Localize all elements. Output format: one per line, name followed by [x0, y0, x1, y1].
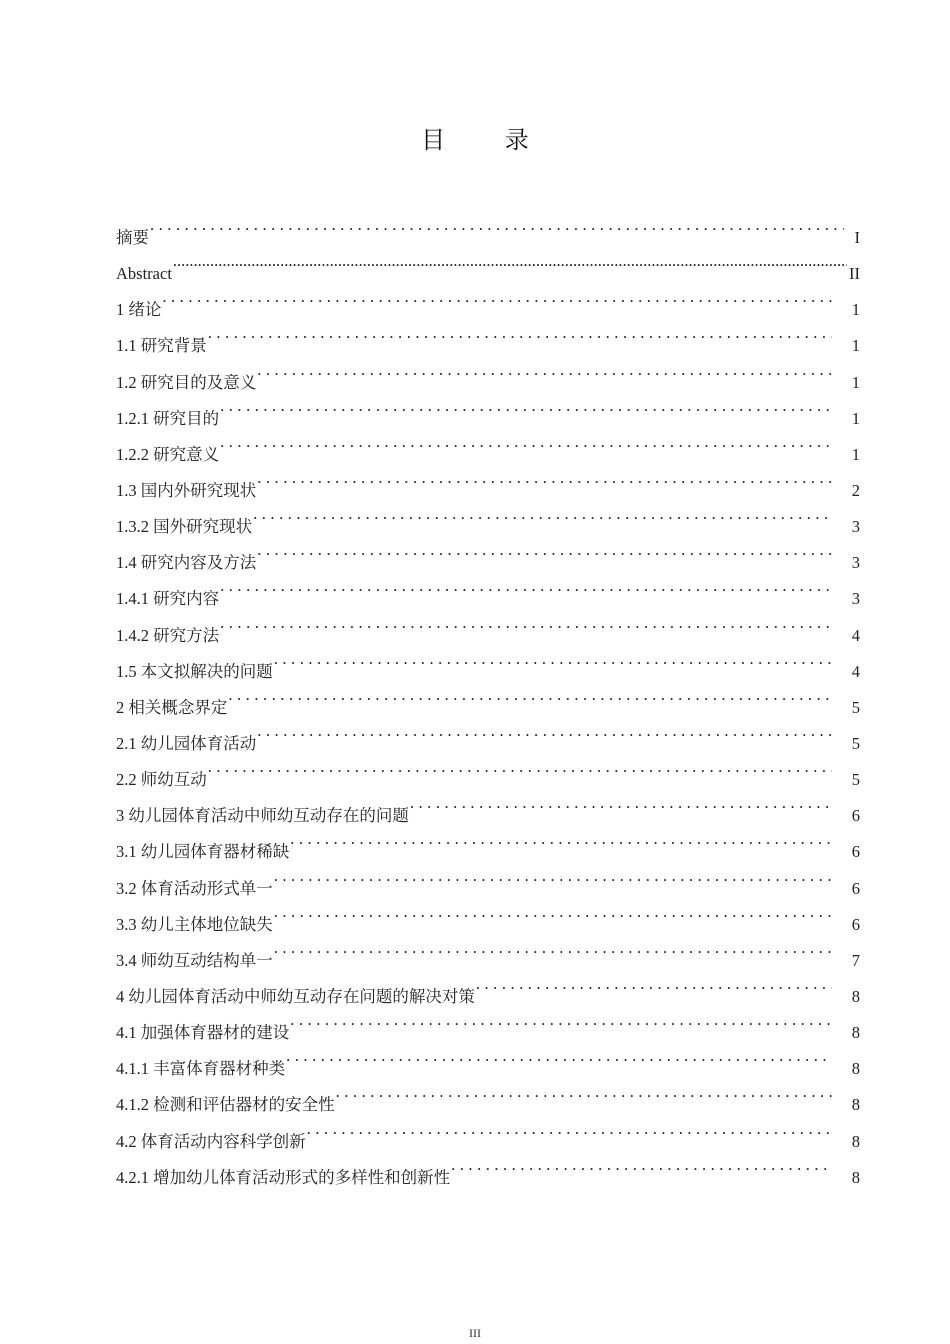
toc-entry-title: 4.2.1 增加幼儿体育活动形式的多样性和创新性 [116, 1167, 451, 1187]
toc-entry-page: 5 [851, 733, 860, 753]
toc-leader-dots [220, 388, 832, 424]
toc-entry-title: 3.2 体育活动形式单一 [116, 878, 273, 898]
table-of-contents [116, 207, 860, 1187]
toc-entry-title: 4.1.1 丰富体育器材种类 [116, 1059, 286, 1079]
toc-entry-page: 1 [851, 336, 860, 356]
toc-entry-page: II [849, 264, 860, 284]
toc-entry-title: 1.4.2 研究方法 [116, 625, 220, 645]
toc-entry[interactable] [116, 279, 860, 320]
toc-entry-title: 1.2.1 研究目的 [116, 408, 220, 428]
page-title: 目 录 [421, 126, 555, 154]
toc-leader-dots [410, 785, 832, 821]
toc-leader-dots [307, 1111, 832, 1147]
toc-leader-dots [228, 677, 832, 713]
toc-entry-page: 6 [851, 842, 860, 862]
toc-entry-page: I [854, 228, 860, 247]
toc-entry[interactable] [116, 641, 860, 681]
toc-leader-dots [208, 315, 832, 351]
toc-entry-title: 4.1 加强体育器材的建设 [116, 1023, 290, 1043]
toc-entry-title: 3.4 师幼互动结构单一 [116, 950, 273, 970]
toc-entry-title: 3.3 幼儿主体地位缺失 [116, 914, 273, 934]
toc-entry-title: 2.1 幼儿园体育活动 [116, 733, 257, 753]
toc-leader-dots [290, 821, 832, 857]
toc-entry-title: 1.3 国内外研究现状 [116, 480, 257, 500]
toc-leader-dots [208, 749, 832, 785]
toc-leader-dots [220, 605, 832, 641]
toc-entry[interactable] [116, 315, 860, 356]
toc-entry-page: 8 [851, 1131, 860, 1151]
toc-entry-title: 3 幼儿园体育活动中师幼互动存在的问题 [116, 806, 409, 826]
toc-leader-dots [220, 424, 832, 460]
toc-entry-page: 3 [851, 517, 860, 537]
toc-entry-title: 1.1 研究背景 [116, 336, 207, 356]
toc-leader-dots [162, 279, 832, 315]
toc-entry-title: 1 绪论 [116, 300, 162, 320]
toc-entry-page: 3 [851, 553, 860, 573]
toc-entry[interactable] [116, 424, 860, 464]
toc-leader-dots [257, 352, 832, 388]
toc-entry-page: 8 [851, 986, 860, 1006]
toc-entry-page: 8 [851, 1023, 860, 1043]
toc-leader-dots [476, 966, 832, 1002]
toc-entry-page: 1 [851, 444, 860, 464]
toc-entry-page: 5 [851, 770, 860, 790]
toc-entry[interactable] [116, 677, 860, 717]
toc-entry-page: 1 [851, 408, 860, 428]
toc-leader-dots [286, 1038, 832, 1074]
toc-entry-title: 1.5 本文拟解决的问题 [116, 661, 273, 681]
toc-leader-dots [274, 641, 832, 677]
toc-leader-dots [173, 243, 847, 279]
toc-leader-dots [257, 532, 832, 568]
toc-leader-dots [150, 207, 844, 243]
toc-leader-dots [336, 1074, 832, 1110]
toc-leader-dots [290, 1002, 832, 1038]
toc-entry[interactable] [116, 785, 860, 826]
toc-entry-page: 8 [851, 1059, 860, 1079]
toc-entry[interactable] [116, 713, 860, 753]
toc-entry-title: 1.3.2 国外研究现状 [116, 517, 253, 537]
toc-leader-dots [451, 1147, 832, 1183]
toc-entry-page: 4 [851, 625, 860, 645]
toc-entry-title: 1.4 研究内容及方法 [116, 553, 257, 573]
toc-entry-title: 1.2 研究目的及意义 [116, 372, 257, 392]
toc-leader-dots [274, 894, 832, 930]
toc-entry-page: 3 [851, 589, 860, 609]
toc-entry[interactable] [116, 460, 860, 500]
toc-entry[interactable] [116, 605, 860, 645]
toc-entry-page: 8 [851, 1167, 860, 1187]
toc-entry-page: 6 [851, 806, 860, 826]
toc-entry-page: 1 [851, 372, 860, 392]
toc-entry-title: Abstract [116, 264, 172, 284]
toc-leader-dots [220, 568, 832, 604]
toc-entry-page: 6 [851, 878, 860, 898]
toc-leader-dots [274, 930, 832, 966]
toc-entry-title: 2.2 师幼互动 [116, 770, 207, 790]
toc-entry[interactable] [116, 207, 860, 247]
toc-entry-title: 4 幼儿园体育活动中师幼互动存在问题的解决对策 [116, 986, 475, 1006]
toc-entry-title: 1.4.1 研究内容 [116, 589, 220, 609]
toc-entry[interactable] [116, 749, 860, 790]
toc-entry-title: 4.2 体育活动内容科学创新 [116, 1131, 306, 1151]
toc-entry-page: 2 [851, 480, 860, 500]
toc-entry[interactable] [116, 568, 860, 609]
page-number: III [469, 1326, 481, 1340]
toc-entry-page: 6 [851, 914, 860, 934]
toc-leader-dots [274, 858, 832, 894]
toc-entry-title: 摘要 [116, 228, 149, 247]
toc-entry-title: 4.1.2 检测和评估器材的安全性 [116, 1095, 335, 1115]
toc-entry-title: 1.2.2 研究意义 [116, 444, 220, 464]
toc-entry[interactable] [116, 243, 860, 284]
toc-entry[interactable] [116, 388, 860, 428]
toc-entry-page: 4 [851, 661, 860, 681]
toc-leader-dots [257, 460, 832, 496]
toc-leader-dots [257, 713, 832, 749]
toc-entry-page: 1 [851, 300, 860, 320]
toc-entry-page: 5 [851, 697, 860, 717]
toc-leader-dots [253, 496, 832, 532]
toc-entry[interactable] [116, 352, 860, 392]
toc-entry-page: 7 [851, 950, 860, 970]
toc-entry-title: 2 相关概念界定 [116, 697, 228, 717]
toc-entry-page: 8 [851, 1095, 860, 1115]
toc-entry-title: 3.1 幼儿园体育器材稀缺 [116, 842, 290, 862]
